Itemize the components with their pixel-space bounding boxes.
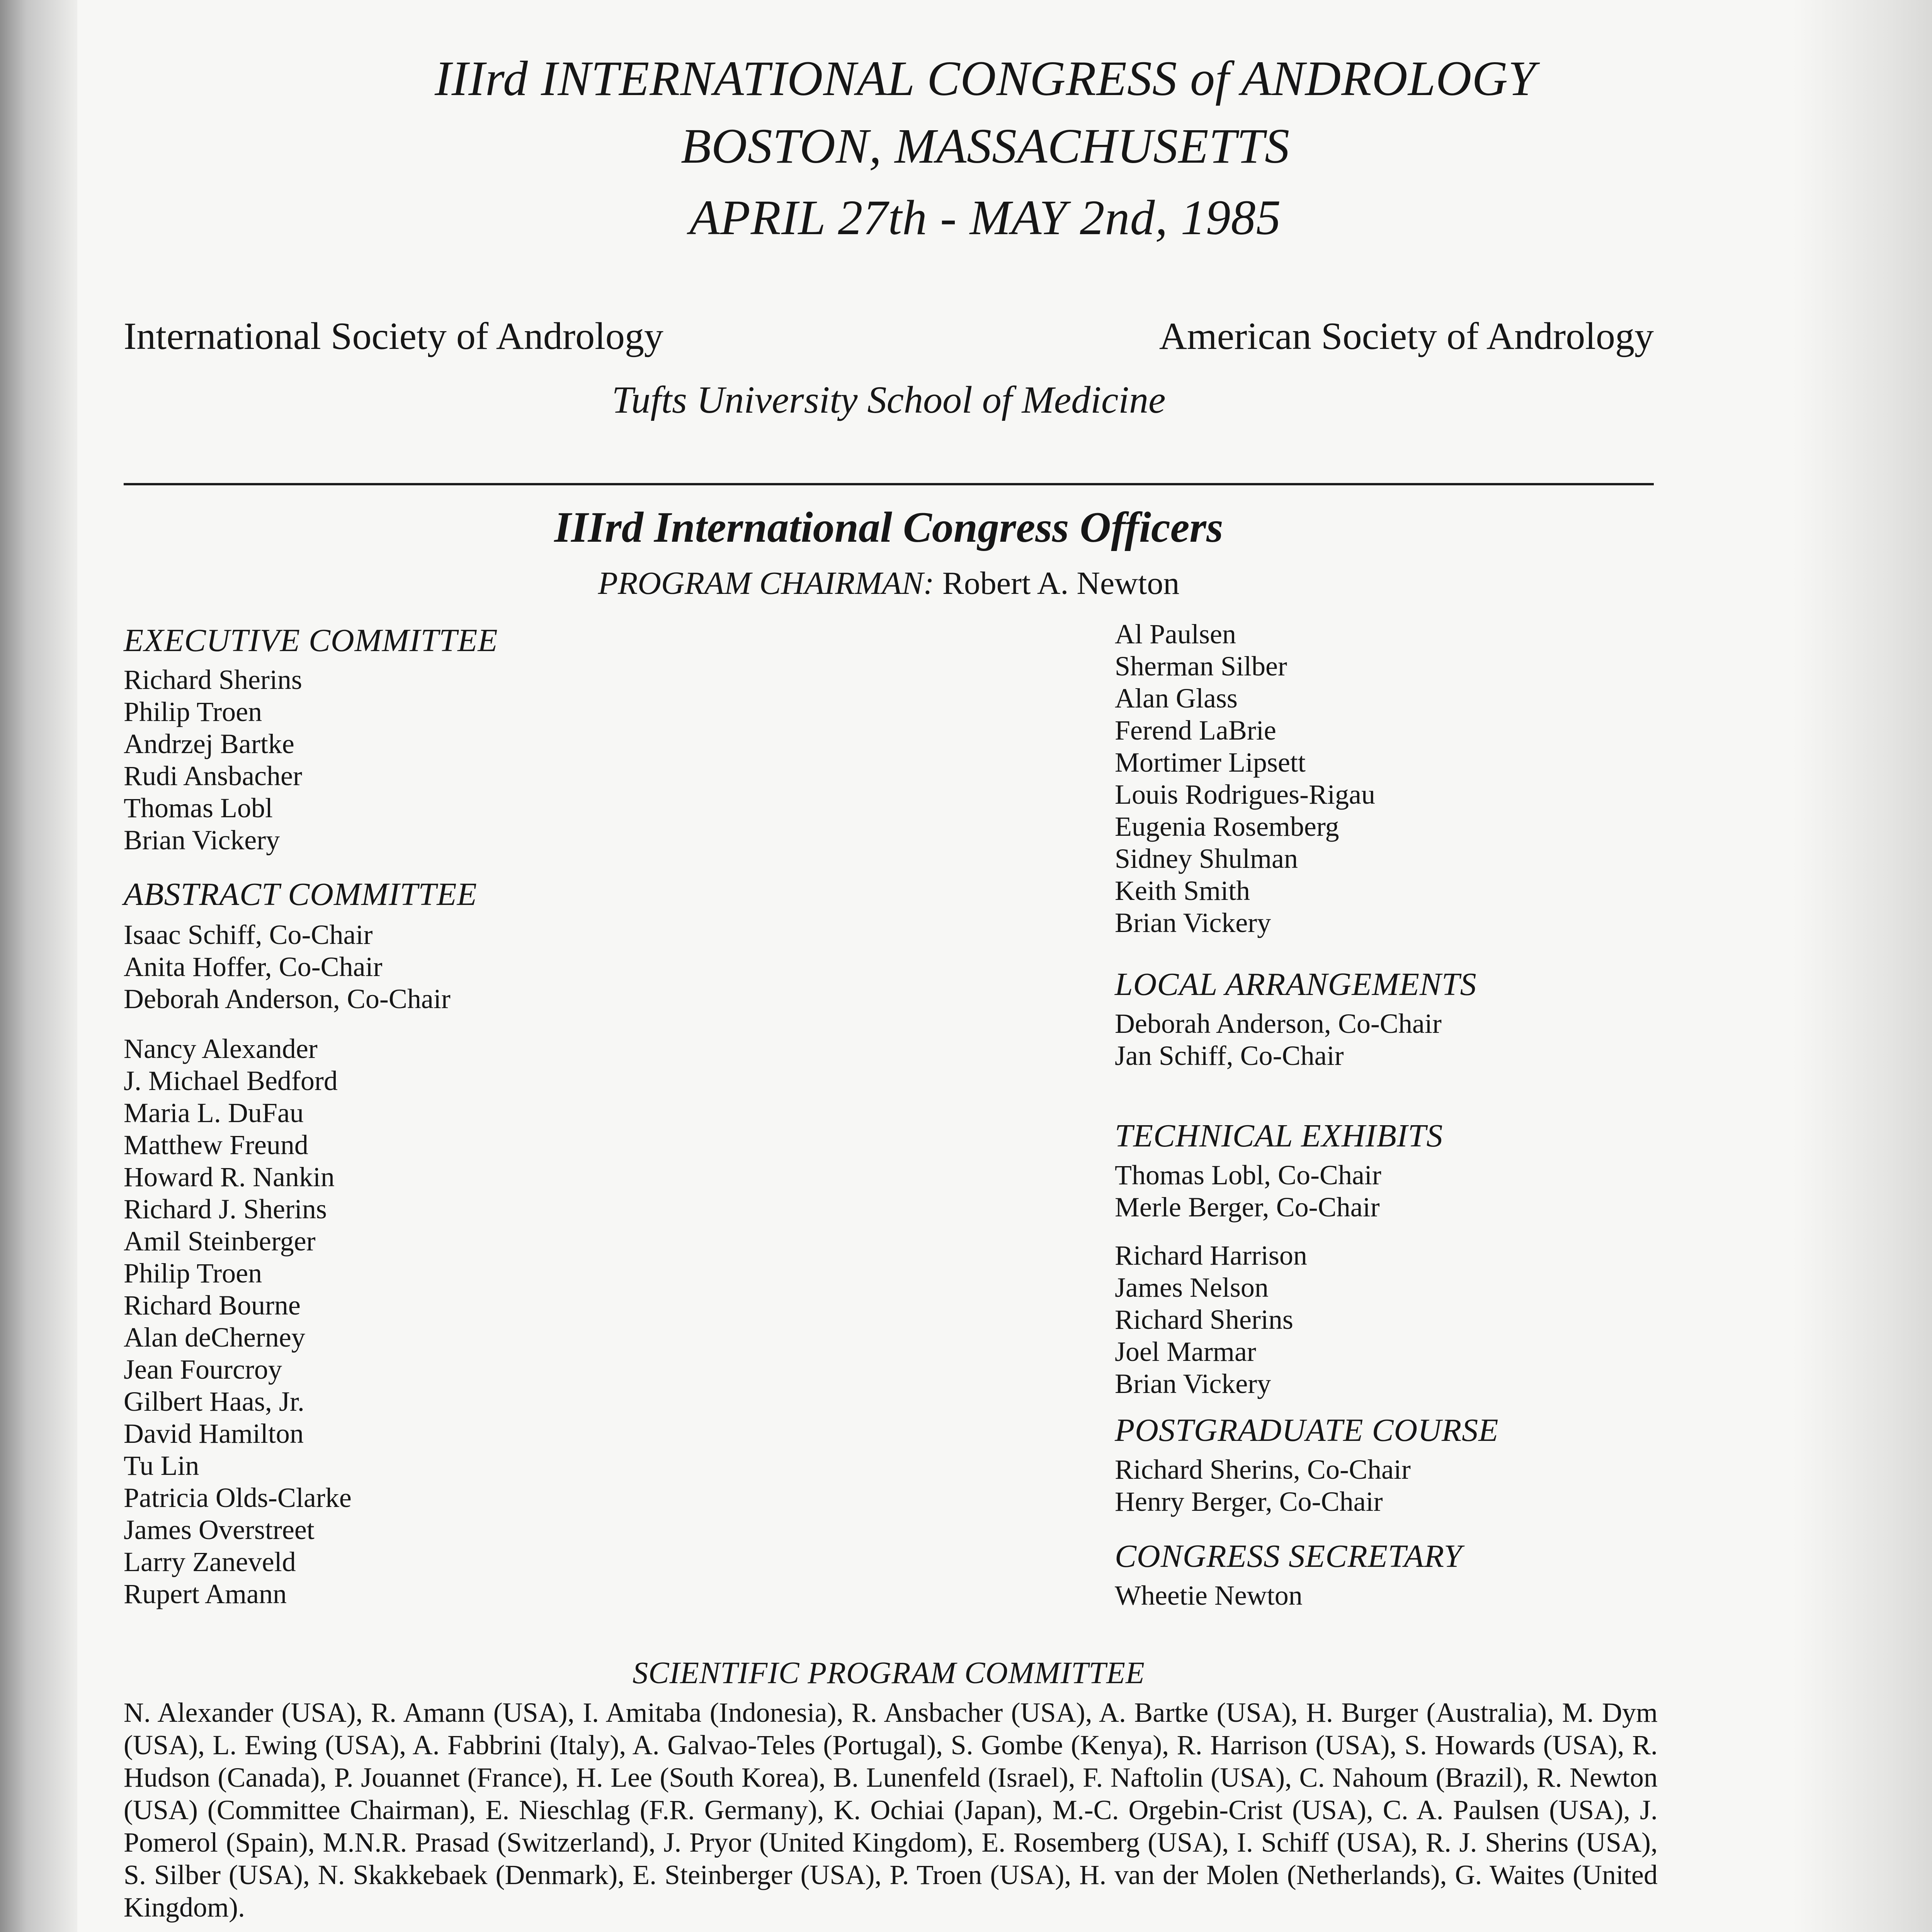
list-item: Brian Vickery (1115, 1368, 1271, 1399)
list-item: Anita Hoffer, Co-Chair (124, 951, 383, 982)
list-item: Sidney Shulman (1115, 843, 1298, 874)
list-item: Patricia Olds-Clarke (124, 1482, 352, 1513)
sponsor-school: Tufts University School of Medicine (612, 378, 1166, 421)
list-item: Eugenia Rosemberg (1115, 811, 1339, 842)
list-item: Howard R. Nankin (124, 1162, 335, 1192)
congress-location: BOSTON, MASSACHUSETTS (680, 119, 1290, 173)
program-chairman-name: Robert A. Newton (942, 565, 1180, 601)
list-item: Philip Troen (124, 1258, 262, 1289)
list-item: Keith Smith (1115, 875, 1250, 906)
list-item: Matthew Freund (124, 1129, 308, 1160)
list-item: Gilbert Haas, Jr. (124, 1386, 304, 1417)
list-item: Jean Fourcroy (124, 1354, 282, 1385)
list-item: Rupert Amann (124, 1578, 287, 1609)
list-item: Larry Zaneveld (124, 1546, 296, 1577)
list-item: Rudi Ansbacher (124, 760, 302, 791)
local-arrangements-heading: LOCAL ARRANGEMENTS (1115, 966, 1477, 1002)
program-chairman (0, 564, 1777, 603)
list-item: Ferend LaBrie (1115, 715, 1276, 746)
technical-exhibits-heading: TECHNICAL EXHIBITS (1115, 1118, 1443, 1154)
abstract-committee-members (124, 1033, 352, 1610)
list-item: Brian Vickery (124, 825, 280, 855)
scan-shadow-left (0, 0, 77, 1932)
list-item: Henry Berger, Co-Chair (1115, 1486, 1383, 1517)
list-item: Mortimer Lipsett (1115, 747, 1306, 778)
local-arrangements-list (1115, 1008, 1442, 1072)
list-item: Richard Sherins, Co-Chair (1115, 1454, 1411, 1485)
sponsor-right: American Society of Andrology (1159, 315, 1654, 357)
list-item: Thomas Lobl, Co-Chair (1115, 1160, 1381, 1190)
list-item: Philip Troen (124, 696, 262, 727)
congress-secretary-heading: CONGRESS SECRETARY (1115, 1538, 1463, 1574)
list-item: David Hamilton (124, 1418, 304, 1449)
header-divider (124, 483, 1654, 485)
technical-exhibits-chairs (1115, 1159, 1381, 1223)
abstract-committee-chairs (124, 919, 451, 1015)
scan-shadow-right (1793, 0, 1932, 1932)
congress-secretary-list (1115, 1580, 1303, 1612)
list-item: Andrzej Bartke (124, 728, 294, 759)
list-item: Richard Sherins (124, 664, 302, 695)
scientific-program-heading: SCIENTIFIC PROGRAM COMMITTEE (633, 1656, 1145, 1690)
executive-committee-heading: EXECUTIVE COMMITTEE (124, 622, 498, 658)
congress-dates: APRIL 27th - MAY 2nd, 1985 (689, 190, 1281, 245)
continued-members-list (1115, 618, 1375, 939)
list-item: Deborah Anderson, Co-Chair (124, 983, 451, 1014)
scientific-program-text: N. Alexander (USA), R. Amann (USA), I. Amitaba (Indonesia), R. Ansbacher (USA), A. Bartke (USA), H. Burger (Australia), M. Dym (USA), L. Ewing (USA), A. Fabbrini (Italy), A. Galvao-Teles (Portugal), S. Gombe (Kenya), R. Harrison (USA), S. Howards (USA), R. Hudson (Canada), P. Jouannet (France), H. Lee (South Korea), B. Lunenfeld (Israel), F. Naftolin (USA), C. Nahoum (Brazil), R. Newton (USA) (Committee Chairman), E. Nieschlag (F.R. Germany), K. Ochiai (Japan), M.-C. Orgebin-Crist (USA), C. A. Paulsen (USA), J. Pomerol (Spain), M.N.R. Prasad (Switzerland), J. Pryor (United Kingdom), E. Rosemberg (USA), I. Schiff (USA), R. J. Sherins (USA), S. Silber (USA), N. Skakkebaek (Denmark), E. Steinberger (USA), P. Troen (USA), H. van der Molen (Netherlands), G. Waites (United Kingdom). (124, 1697, 1658, 1923)
list-item: Richard Sherins (1115, 1304, 1293, 1335)
list-item: Joel Marmar (1115, 1336, 1256, 1367)
list-item: Richard Harrison (1115, 1240, 1307, 1271)
list-item: James Nelson (1115, 1272, 1269, 1303)
list-item: Thomas Lobl (124, 793, 273, 823)
list-item: Richard Bourne (124, 1290, 301, 1321)
sponsor-left: International Society of Andrology (124, 315, 663, 357)
list-item: J. Michael Bedford (124, 1065, 338, 1096)
list-item: Richard J. Sherins (124, 1194, 327, 1225)
list-item: Louis Rodrigues-Rigau (1115, 779, 1375, 810)
postgraduate-course-list (1115, 1454, 1411, 1518)
postgraduate-course-heading: POSTGRADUATE COURSE (1115, 1412, 1499, 1448)
list-item: Wheetie Newton (1115, 1580, 1303, 1611)
list-item: Sherman Silber (1115, 651, 1287, 682)
technical-exhibits-members (1115, 1240, 1307, 1400)
abstract-committee-heading: ABSTRACT COMMITTEE (124, 876, 477, 912)
executive-committee-list (124, 664, 302, 856)
list-item: Tu Lin (124, 1450, 199, 1481)
congress-title: IIIrd INTERNATIONAL CONGRESS of ANDROLOGY (434, 51, 1536, 106)
list-item: Nancy Alexander (124, 1033, 318, 1064)
list-item: Merle Berger, Co-Chair (1115, 1192, 1380, 1223)
list-item: Maria L. DuFau (124, 1097, 304, 1128)
list-item: Isaac Schiff, Co-Chair (124, 919, 373, 950)
list-item: Amil Steinberger (124, 1226, 316, 1257)
list-item: Deborah Anderson, Co-Chair (1115, 1008, 1442, 1039)
list-item: James Overstreet (124, 1514, 315, 1545)
list-item: Jan Schiff, Co-Chair (1115, 1040, 1344, 1071)
list-item: Alan deCherney (124, 1322, 305, 1353)
list-item: Brian Vickery (1115, 907, 1271, 938)
officers-title: IIIrd International Congress Officers (554, 503, 1223, 551)
list-item: Al Paulsen (1115, 619, 1236, 650)
list-item: Alan Glass (1115, 683, 1238, 714)
program-chairman-label: PROGRAM CHAIRMAN: (598, 565, 934, 601)
